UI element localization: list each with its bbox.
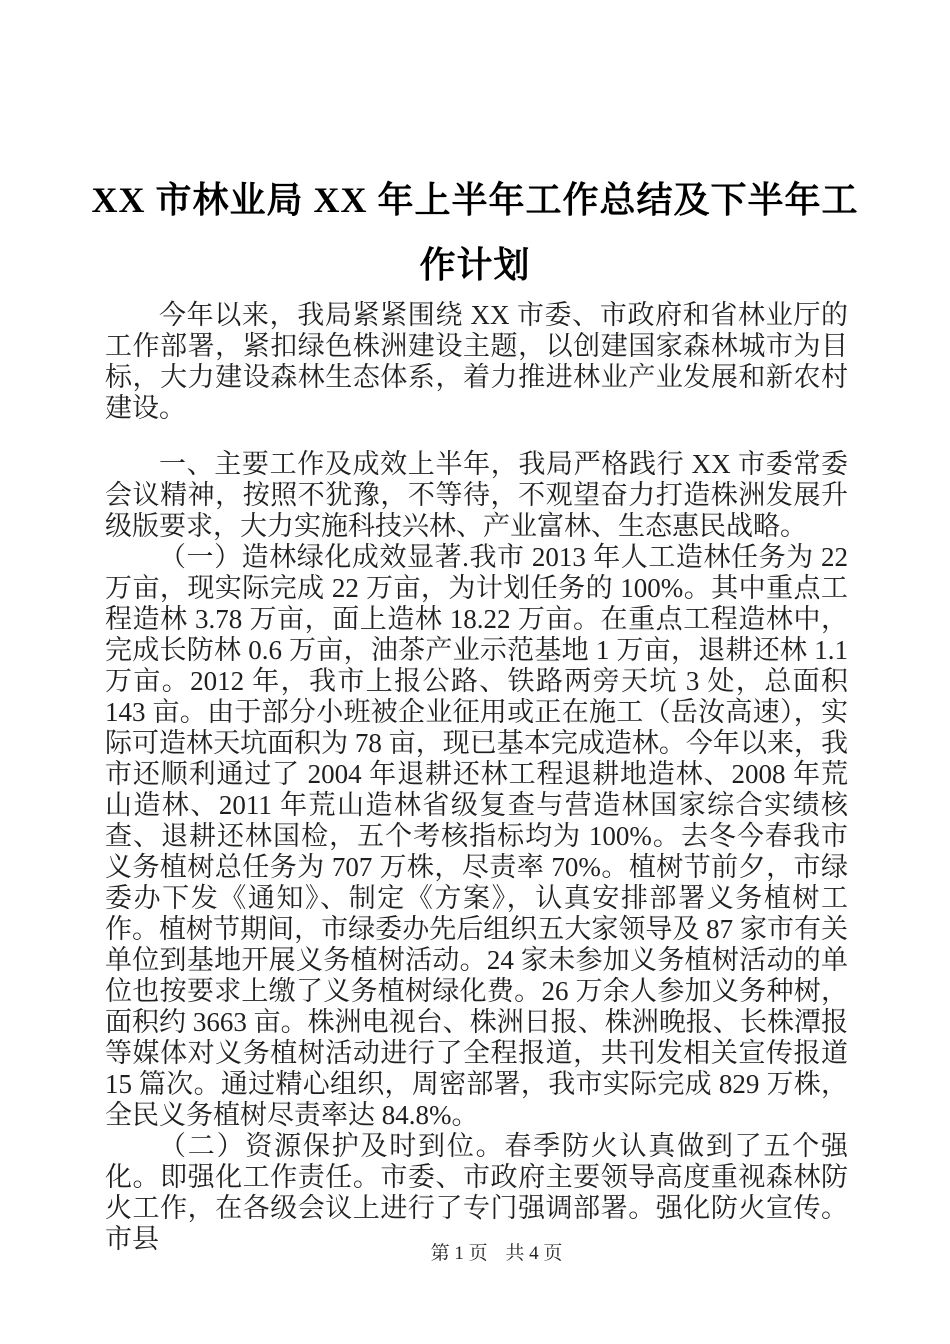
page-footer: [105, 1238, 848, 1265]
footer-page-number: 第 1 页: [430, 1243, 488, 1264]
page-title: XX 市林业局 XX 年上半年工作总结及下半年工作计划: [91, 180, 859, 285]
paragraph-item-1-afforestation: （一）造林绿化成效显著.我市 2013 年人工造林任务为 22 万亩，现实际完成 22 万亩，为计划任务的 100%。其中重点工程造林 3.78 万亩，面上造林 18.22 万亩。在重点工程造林中，完成长防林 0.6 万亩，油茶产业示范基地 1 万亩，退耕还林 1.1 万亩。2012 年，我市上报公路、铁路两旁天坑 3 处，总面积 143 亩。由于部分小班被企业征用或正在施工（岳汝高速），实际可造林天坑面积为 78 亩，现已基本完成造林。今年以来，我市还顺利通过了 2004 年退耕还林工程退耕地造林、2008 年荒山造林、2011 年荒山造林省级复查与营造林国家综合实绩核查、退耕还林国检，五个考核指标均为 100%。去冬今春我市义务植树总任务为 707 万株，尽责率 70%。植树节前夕，市绿委办下发《通知》、制定《方案》，认真安排部署义务植树工作。植树节期间，市绿委办先后组织五大家领导及 87 家市有关单位到基地开展义务植树活动。24 家未参加义务植树活动的单位也按要求上缴了义务植树绿化费。26 万余人参加义务种树，面积约 3663 亩。株洲电视台、株洲日报、株洲晚报、长株潭报等媒体对义务植树活动进行了全程报道，共刊发相关宣传报道 15 篇次。通过精心组织，周密部署，我市实际完成 829 万株，全民义务植树尽责率达 84.8%。: [105, 542, 848, 1130]
document-body: [105, 300, 848, 1255]
paragraph-section-heading: 一、主要工作及成效上半年，我局严格践行 XX 市委常委会议精神，按照不犹豫，不等待，不观望奋力打造株洲发展升级版要求，大力实施科技兴林、产业富林、生态惠民战略。: [105, 449, 848, 541]
footer-total-pages: 共 4 页: [505, 1243, 563, 1264]
paragraph-item-2-resource-protection: （二）资源保护及时到位。春季防火认真做到了五个强化。即强化工作责任。市委、市政府主要领导高度重视森林防火工作，在各级会议上进行了专门强调部署。强化防火宣传。市县: [105, 1131, 848, 1254]
paragraph-intro: 今年以来，我局紧紧围绕 XX 市委、市政府和省林业厅的工作部署，紧扣绿色株洲建设主题，以创建国家森林城市为目标，大力建设森林生态体系，着力推进林业产业发展和新农村建设。: [105, 300, 848, 423]
